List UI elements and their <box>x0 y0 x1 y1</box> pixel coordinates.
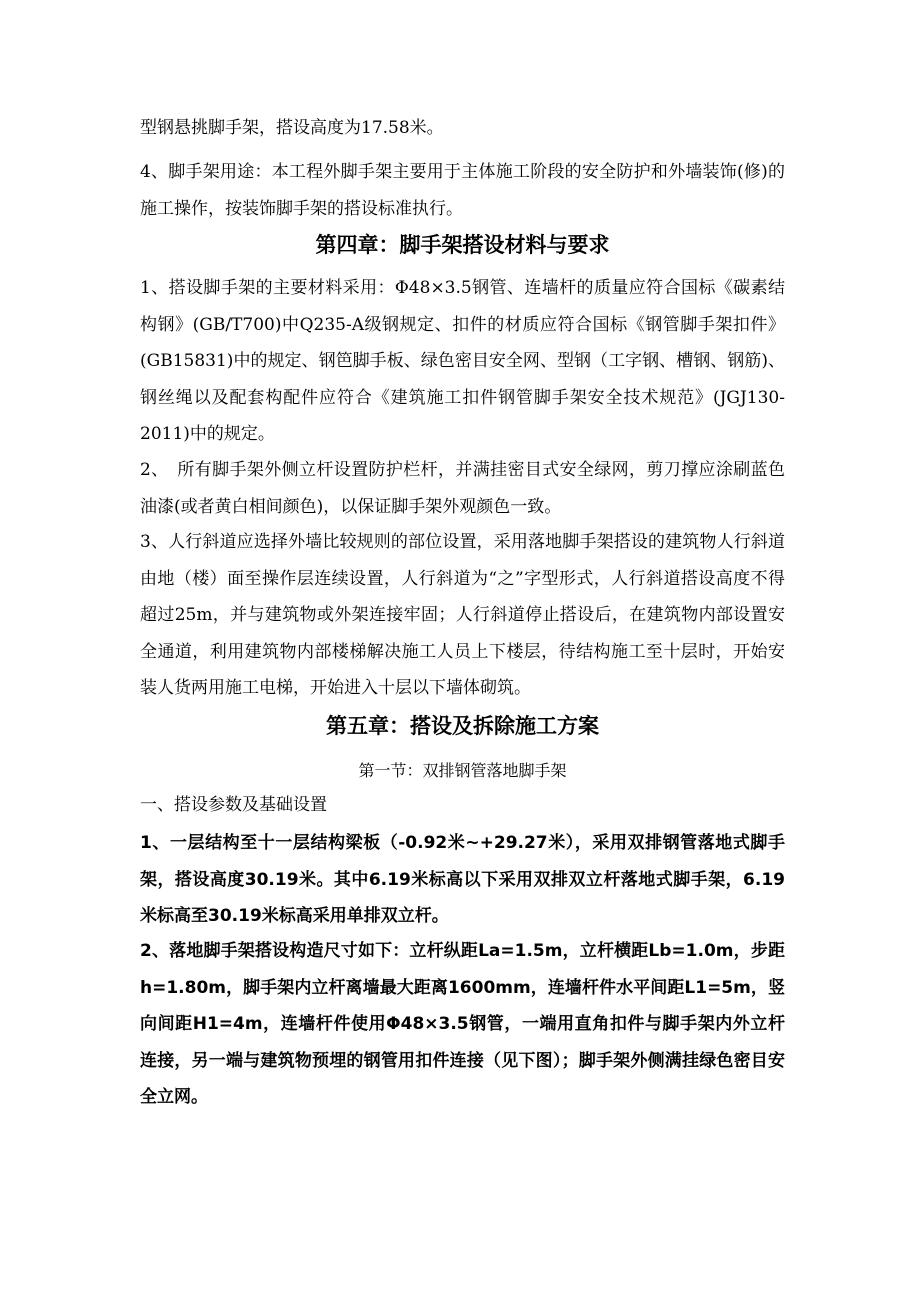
section-1-title: 第一节：双排钢管落地脚手架 <box>358 761 567 780</box>
paragraph-materials: 1、搭设脚手架的主要材料采用：Φ48×3.5钢管、连墙杆的质量应符合国标《碳素结构钢》(GB/T700)中Q235-A级钢规定、扣件的材质应符合国标《钢管脚手架扣件》(GB15831)中的规定、钢笆脚手板、绿色密目安全网、型钢（工字钢、槽钢、钢筋)、钢丝绳以及配套构配件应符合《建筑施工扣件钢管脚手架安全技术规范》(JGJ130-2011)中的规定。 <box>140 278 785 444</box>
chapter-5-title: 第五章：搭设及拆除施工方案 <box>326 714 599 738</box>
paragraph-walkway: 3、人行斜道应选择外墙比较规则的部位设置，采用落地脚手架搭设的建筑物人行斜道由地（楼）面至操作层连续设置，人行斜道为“之”字型形式，人行斜道搭设高度不得超过25m，并与建筑物或外架连接牢固；人行斜道停止搭设后，在建筑物内部设置安全通道，利用建筑物内部楼梯解决施工人员上下楼层，待结构施工至十层时，开始安装人货两用施工电梯，开始进入十层以下墙体砌筑。 <box>140 532 785 698</box>
subsection-title: 一、搭设参数及基础设置 <box>140 795 327 815</box>
paragraph-structure-range: 1、一层结构至十一层结构梁板（-0.92米~+29.27米），采用双排钢管落地式脚手架，搭设高度30.19米。其中6.19米标高以下采用双排双立杆落地式脚手架，6.19米标高至30.19米标高采用单排双立杆。 <box>140 833 785 926</box>
chapter-4-title: 第四章：脚手架搭设材料与要求 <box>315 233 610 257</box>
paragraph-guardrails: 2、 所有脚手架外侧立杆设置防护栏杆，并满挂密目式安全绿网，剪刀撑应涂刷蓝色油漆(或者黄白相间颜色)，以保证脚手架外观颜色一致。 <box>140 460 785 517</box>
paragraph-scaffold-height: 型钢悬挑脚手架，搭设高度为17.58米。 <box>140 118 444 138</box>
paragraph-scaffold-use: 4、脚手架用途：本工程外脚手架主要用于主体施工阶段的安全防护和外墙装饰(修)的施工操作，按装饰脚手架的搭设标准执行。 <box>140 162 785 219</box>
paragraph-dimensions: 2、落地脚手架搭设构造尺寸如下：立杆纵距La=1.5m，立杆横距Lb=1.0m，步距h=1.80m，脚手架内立杆离墙最大距离1600mm，连墙杆件水平间距L1=5m，竖向间距H1=4m，连墙杆件使用Φ48×3.5钢管，一端用直角扣件与脚手架内外立杆连接，另一端与建筑物预埋的钢管用扣件连接（见下图）；脚手架外侧满挂绿色密目安全立网。 <box>140 941 785 1107</box>
